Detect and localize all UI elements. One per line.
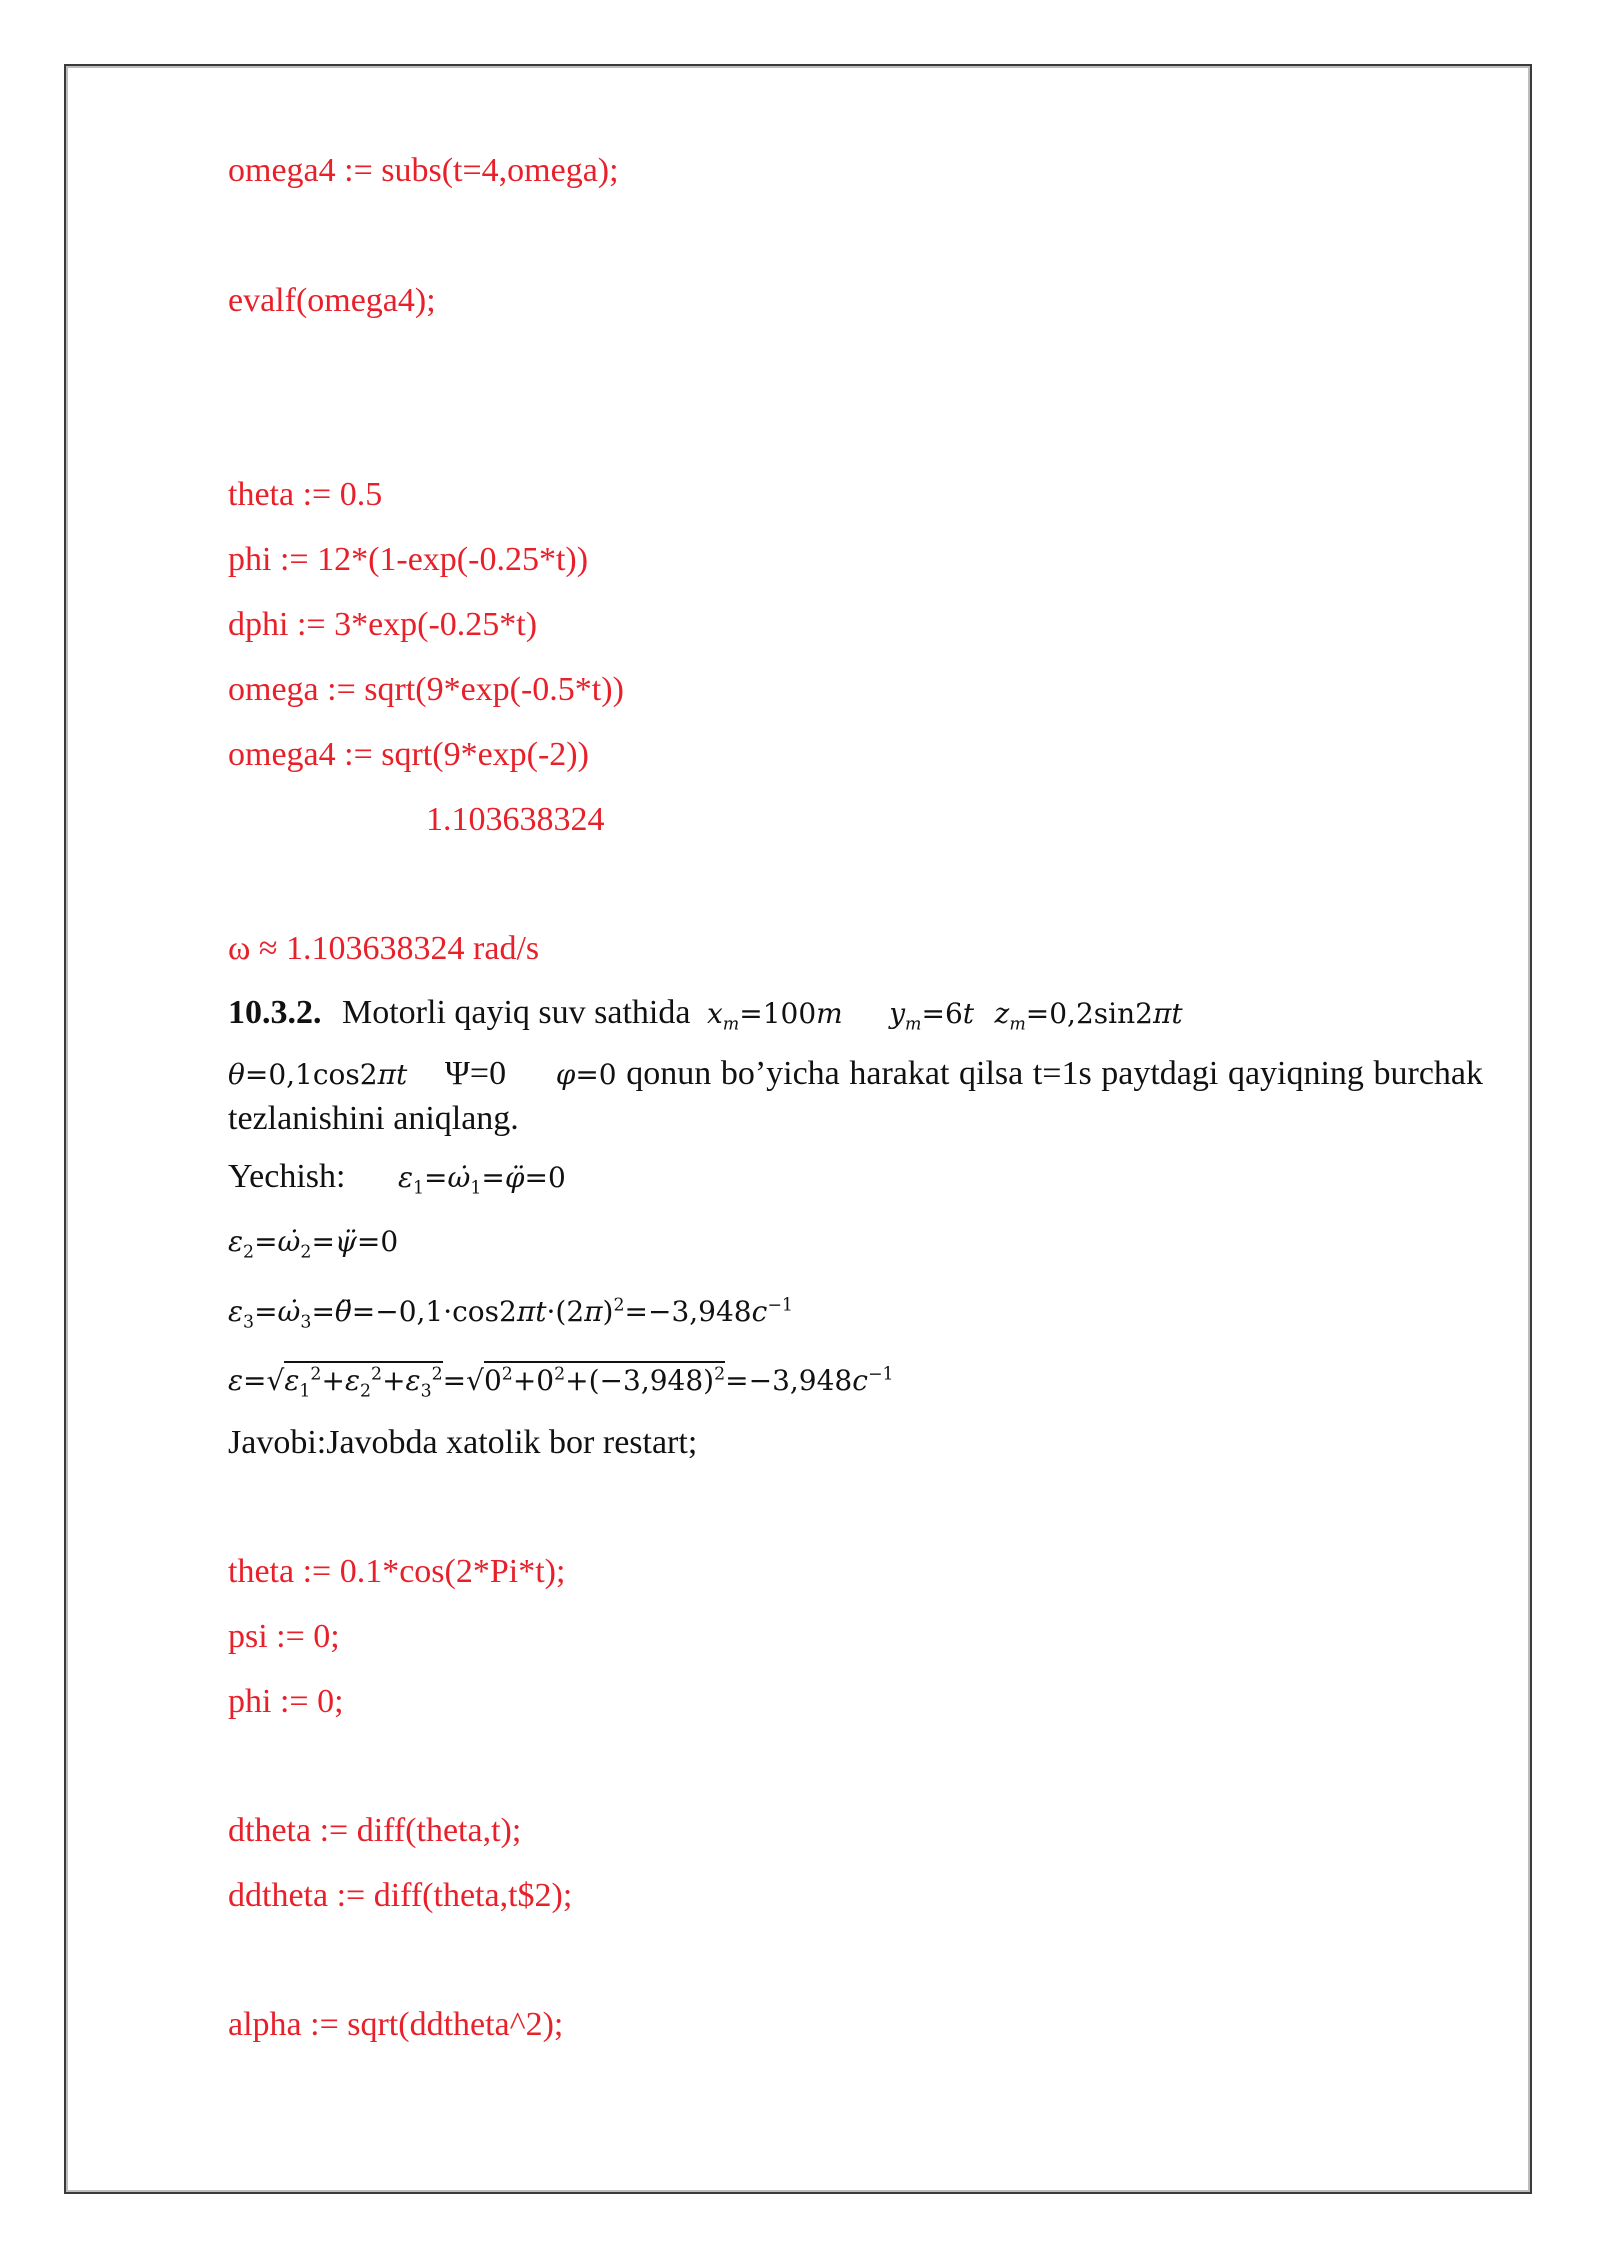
formula-theta: θ=0,1cos2πt — [228, 1058, 408, 1091]
formula-epsilon2: $\varepsilon_2=\omegȧ_2=\psï=0$ — [228, 1225, 399, 1263]
code-line-dphi: dphi := 3*exp(-0.25*t) — [228, 606, 538, 643]
formula-psi: Ψ=0 — [444, 1055, 507, 1092]
code-line-alpha: alpha := sqrt(ddtheta^2); — [228, 2006, 564, 2043]
problem-statement-line1 — [228, 994, 1183, 1035]
formula-epsilon3: $\varepsilon_3=\omegȧ_3=\thetä=-0,1\cdot\cos 2\pi t\cdot(2\pi)^2=-3,948c^{-1}$ — [228, 1295, 793, 1333]
solution-line1 — [228, 1158, 566, 1199]
problem-text1: Motorli qayiq suv sathida — [342, 994, 691, 1031]
formula-epsilon-total: $\varepsilon=√\varepsilon_1^2+\varepsilon_2^2+\varepsilon_3^2=√0^2+0^2+(-3,948)^2=-3,948c^{-1}$ — [228, 1364, 894, 1402]
code-result-value: 1.103638324 — [426, 801, 605, 838]
formula-phi: φ=0 — [555, 1058, 617, 1091]
solution-label: Yechish: — [228, 1158, 346, 1195]
code-line-phi: phi := 12*(1-exp(-0.25*t)) — [228, 541, 589, 578]
answer-text: Javobi:Javobda xatolik bor restart; — [228, 1424, 698, 1461]
formula-xm: $x_m=100m$ — [706, 997, 843, 1035]
code-line-omega4-subs: omega4 := subs(t=4,omega); — [228, 152, 619, 189]
omega-result-text: ω ≈ 1.103638324 rad/s — [228, 930, 540, 967]
formula-zm: $z_m=0,2\sin 2\pi t$ — [994, 997, 1183, 1035]
code-line-omega4-sqrt: omega4 := sqrt(9*exp(-2)) — [228, 736, 589, 773]
formula-ym: $y_m=6t$ — [889, 997, 975, 1035]
problem-statement-line2 — [228, 1052, 1483, 1141]
code-line-ddtheta: ddtheta := diff(theta,t$2); — [228, 1877, 573, 1914]
code-line-phi-zero: phi := 0; — [228, 1683, 344, 1720]
code-line-theta-cos: theta := 0.1*cos(2*Pi*t); — [228, 1553, 566, 1590]
code-line-omega: omega := sqrt(9*exp(-0.5*t)) — [228, 671, 624, 708]
code-line-dtheta: dtheta := diff(theta,t); — [228, 1812, 522, 1849]
code-line-evalf: evalf(omega4); — [228, 282, 436, 319]
code-line-theta: theta := 0.5 — [228, 476, 383, 513]
formula-epsilon1: $\varepsilon_1=\omegȧ_1=\varphï=0$ — [397, 1161, 566, 1199]
problem-number: 10.3.2. — [228, 994, 322, 1031]
code-line-psi: psi := 0; — [228, 1618, 340, 1655]
problem-text2: qonun bo’yicha harakat qilsa t=1s paytdagi qayiqning burchak tezlanishini aniqlang. — [228, 1055, 1484, 1137]
